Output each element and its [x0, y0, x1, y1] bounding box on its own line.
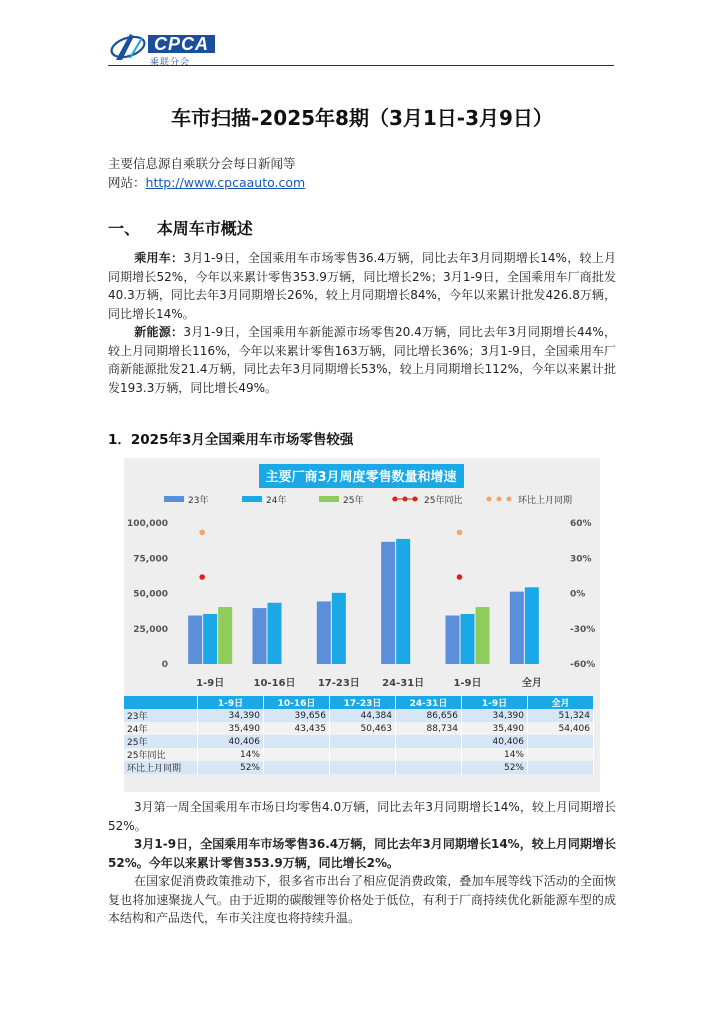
nev-paragraph — [108, 323, 616, 397]
table-cell: 14% — [462, 748, 528, 761]
table-row — [124, 735, 594, 748]
table-row — [124, 709, 594, 722]
y-left-tick-label: 75,000 — [133, 554, 168, 565]
table-cell: 14% — [198, 748, 264, 761]
legend-label: 24年 — [266, 496, 287, 506]
daily-average-paragraph — [108, 798, 616, 835]
x-tick-label: 17-23日 — [317, 678, 360, 689]
legend-label: 25年同比 — [424, 496, 463, 506]
logo-subtext: 乘联分会 — [150, 58, 191, 68]
table-cell: 40,406 — [198, 735, 264, 748]
legend-swatch — [242, 496, 262, 502]
table-cell — [396, 761, 462, 774]
website-line — [108, 173, 305, 191]
table-cell — [396, 735, 462, 748]
x-tick-label: 1-9日 — [453, 678, 482, 689]
nev-label: 新能源： — [134, 325, 184, 339]
x-tick-label: 24-31日 — [382, 678, 425, 689]
table-cell — [528, 735, 594, 748]
table-row — [124, 761, 594, 774]
table-header-cell: 1-9日 — [198, 696, 264, 709]
legend-label: 23年 — [188, 496, 209, 506]
table-cell — [396, 748, 462, 761]
table-cell: 34,390 — [462, 709, 528, 722]
y-left-tick-label: 50,000 — [133, 589, 168, 600]
y-left-tick-label: 100,000 — [127, 519, 168, 529]
nev-text: 3月1-9日，全国乘用车新能源市场零售20.4万辆，同比去年3月同期增长44%，较上月同期增长116%，今年以来累计零售163万辆，同比增长36%；3月1-9日，全国乘用车厂商新能源批发21.4万辆，同比去年3月同期增长53%，较上月同期增长112%，今年以来累计批发193.3万辆，同比增长49%。 — [108, 325, 616, 395]
page-title: 车市扫描-2025年8期（3月1日-3月9日） — [171, 106, 553, 130]
table-cell: 环比上月同期 — [124, 761, 198, 774]
outlook-text: 在国家促消费政策推动下，很多省市出台了相应促消费政策，叠加车展等线下活动的全面恢复也将加速聚拢人气。由于近期的碳酸锂等价格处于低位，有利于厂商持续优化新能源车型的成本结构和产品迭代，车市关注度也将持续升温。 — [108, 874, 616, 925]
table-header-cell: 17-23日 — [330, 696, 396, 709]
daily-average-text: 3月第一周全国乘用车市场日均零售4.0万辆，同比去年3月同期增长14%，较上月同期增长52%。 — [108, 800, 616, 833]
table-cell — [264, 761, 330, 774]
table-cell: 25年同比 — [124, 748, 198, 761]
x-tick-label: 1-9日 — [196, 678, 225, 689]
chart-dots — [199, 530, 462, 580]
outlook-paragraph — [108, 872, 616, 928]
bar-23年-3 — [381, 542, 395, 664]
section-heading: 一、 本周车市概述 — [108, 219, 253, 238]
summary-text: 3月1-9日，全国乘用车市场零售36.4万辆，同比去年3月同期增长14%，较上月同期增长52%。今年以来累计零售353.9万辆，同比增长2%。 — [108, 837, 616, 870]
chart-canvas — [124, 458, 600, 696]
source-line: 主要信息源自乘联分会每日新闻等 — [108, 156, 296, 171]
table-header-row — [124, 696, 594, 709]
dot-环比上月同期-0 — [199, 530, 205, 536]
passenger-car-paragraph — [108, 249, 616, 323]
table-header-cell: 10-16日 — [264, 696, 330, 709]
y-right-tick-label: 0% — [570, 589, 586, 600]
table-row — [124, 722, 594, 735]
bar-24年-2 — [332, 593, 346, 664]
bar-23年-1 — [253, 608, 267, 664]
legend-dot — [487, 497, 492, 502]
table-header-cell — [124, 696, 198, 709]
passenger-car-text: 3月1-9日，全国乘用车市场零售36.4万辆，同比去年3月同期增长14%，较上月同期增长52%，今年以来累计零售353.9万辆，同比增长2%；3月1-9日，全国乘用车厂商批发40.3万辆，同比去年3月同期增长26%，较上月同期增长84%，今年以来累计批发426.8万辆，同比增长14%。 — [108, 251, 616, 321]
dot-25年同比-0 — [199, 574, 205, 580]
chart-legend — [164, 494, 572, 506]
legend-dot — [497, 497, 502, 502]
subsection-heading: 1．2025年3月全国乘用车市场零售较强 — [108, 432, 354, 448]
y-right-tick-label: -30% — [570, 624, 596, 635]
chart-title: 主要厂商3月周度零售数量和增速 — [265, 470, 457, 485]
chart-bars — [188, 539, 542, 689]
bar-24年-0 — [203, 614, 217, 664]
table-cell — [330, 748, 396, 761]
y-right-tick-label: -60% — [570, 660, 596, 670]
table-header-cell: 1-9日 — [462, 696, 528, 709]
legend-dot — [393, 497, 398, 502]
website-label: 网站： — [108, 175, 146, 190]
table-cell — [330, 735, 396, 748]
bar-23年-0 — [188, 616, 202, 664]
table-cell: 50,463 — [330, 722, 396, 735]
x-tick-label: 全月 — [521, 678, 542, 689]
legend-dot — [403, 497, 408, 502]
legend-swatch — [319, 496, 339, 502]
legend-swatch — [164, 496, 184, 502]
y-left-tick-label: 0 — [161, 660, 168, 670]
table-cell: 24年 — [124, 722, 198, 735]
table-cell: 25年 — [124, 735, 198, 748]
y-right-tick-label: 30% — [570, 554, 592, 565]
table-cell: 40,406 — [462, 735, 528, 748]
passenger-car-label: 乘用车： — [134, 251, 184, 265]
bar-23年-2 — [317, 601, 331, 664]
weekly-retail-chart — [124, 458, 600, 792]
table-cell: 35,490 — [462, 722, 528, 735]
header-divider — [108, 65, 614, 66]
table-header-cell: 全月 — [528, 696, 594, 709]
table-cell: 35,490 — [198, 722, 264, 735]
table-header-cell: 24-31日 — [396, 696, 462, 709]
bar-24年-3 — [396, 539, 410, 664]
chart-data-table — [124, 696, 594, 774]
table-cell — [264, 735, 330, 748]
table-cell: 43,435 — [264, 722, 330, 735]
x-tick-label: 10-16日 — [253, 678, 296, 689]
logo-text: CPCA — [148, 35, 215, 53]
table-cell: 44,384 — [330, 709, 396, 722]
table-cell — [528, 761, 594, 774]
dot-环比上月同期-4 — [457, 530, 463, 536]
table-cell — [264, 748, 330, 761]
data-table — [124, 696, 594, 774]
legend-label: 环比上月同期 — [518, 496, 573, 506]
bar-24年-4 — [461, 614, 475, 664]
table-cell: 52% — [198, 761, 264, 774]
legend-label: 25年 — [343, 496, 364, 506]
legend-dot — [507, 497, 512, 502]
table-cell: 88,734 — [396, 722, 462, 735]
table-cell: 51,324 — [528, 709, 594, 722]
bar-24年-1 — [268, 603, 282, 664]
bar-23年-5 — [510, 592, 524, 664]
bar-25年-0 — [218, 607, 232, 664]
table-cell — [528, 748, 594, 761]
summary-paragraph — [108, 835, 616, 872]
table-cell: 86,656 — [396, 709, 462, 722]
bar-23年-4 — [446, 616, 460, 664]
table-cell: 23年 — [124, 709, 198, 722]
y-left-tick-label: 25,000 — [133, 624, 168, 635]
y-right-tick-label: 60% — [570, 519, 592, 529]
table-cell: 34,390 — [198, 709, 264, 722]
table-cell — [330, 761, 396, 774]
table-row — [124, 748, 594, 761]
bar-25年-4 — [476, 607, 490, 664]
logo-emblem-icon — [108, 30, 152, 64]
legend-dot — [413, 497, 418, 502]
website-link[interactable]: http://www.cpcaauto.com — [145, 175, 306, 190]
bar-24年-5 — [525, 587, 539, 664]
dot-25年同比-4 — [457, 574, 463, 580]
table-cell: 52% — [462, 761, 528, 774]
table-cell: 39,656 — [264, 709, 330, 722]
table-cell: 54,406 — [528, 722, 594, 735]
